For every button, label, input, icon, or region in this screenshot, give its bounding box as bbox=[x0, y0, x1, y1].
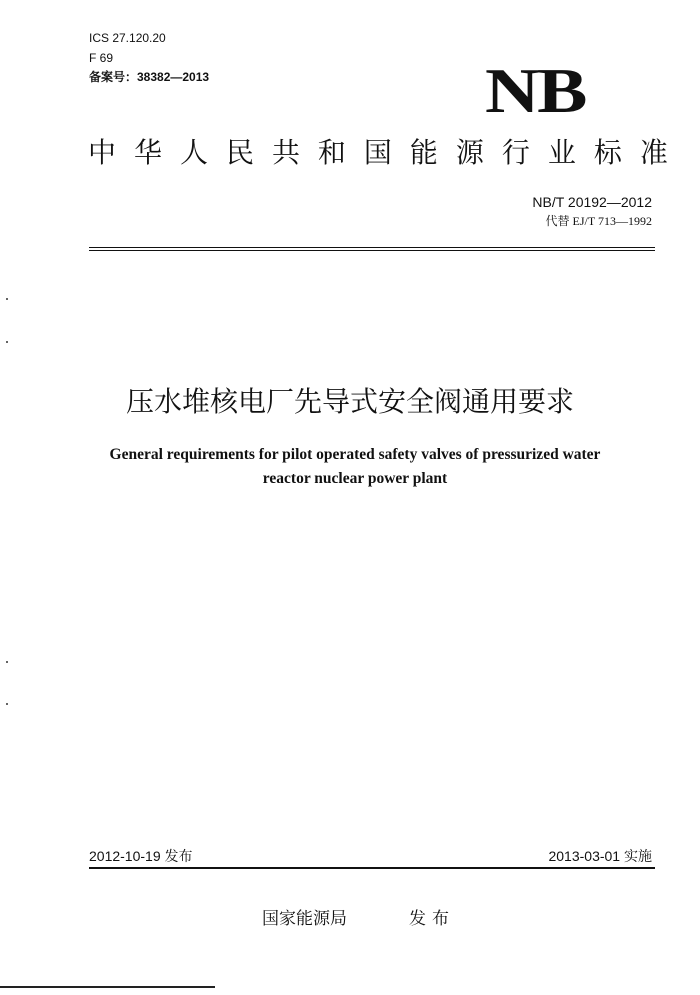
standard-number: NB/T 20192—2012 bbox=[532, 194, 652, 210]
ics-code: ICS 27.120.20 bbox=[89, 31, 166, 45]
filing-number: 备案号：38382—2013 bbox=[89, 70, 210, 84]
scan-speck bbox=[6, 341, 8, 343]
org-char: 源 bbox=[455, 136, 484, 169]
scan-speck bbox=[6, 661, 8, 663]
english-title-line-1: General requirements for pilot operated safety valves of pressurized water bbox=[109, 446, 601, 463]
document-title-english bbox=[70, 443, 640, 491]
org-char: 共 bbox=[271, 136, 300, 169]
org-char: 华 bbox=[133, 136, 162, 169]
scan-speck bbox=[6, 703, 8, 705]
publisher-name: 国家能源局 bbox=[262, 909, 347, 929]
org-char: 中 bbox=[88, 136, 117, 169]
footer-divider bbox=[89, 867, 655, 869]
scan-speck bbox=[6, 298, 8, 300]
publisher-action: 发布 bbox=[409, 909, 455, 929]
nb-logo: NB bbox=[485, 55, 586, 126]
org-char: 和 bbox=[317, 136, 346, 169]
org-char: 能 bbox=[409, 136, 438, 169]
english-title-line-2: reactor nuclear power plant bbox=[262, 470, 448, 487]
org-char: 民 bbox=[225, 136, 254, 169]
org-char: 行 bbox=[501, 136, 530, 169]
header-divider-second bbox=[89, 250, 655, 251]
org-char: 标 bbox=[593, 136, 622, 169]
replaces-standard: 代替 EJ/T 713—1992 bbox=[545, 214, 652, 228]
scan-edge-line bbox=[0, 986, 215, 988]
classification-code: F 69 bbox=[89, 51, 114, 65]
org-char: 准 bbox=[639, 136, 668, 169]
organization-title bbox=[88, 136, 668, 170]
header-divider bbox=[89, 247, 655, 248]
org-char: 人 bbox=[179, 136, 208, 169]
org-char: 业 bbox=[547, 136, 576, 169]
publication-date: 2012-10-19 发布 bbox=[89, 848, 193, 864]
org-char: 国 bbox=[363, 136, 392, 169]
document-title-chinese: 压水堆核电厂先导式安全阀通用要求 bbox=[125, 385, 574, 418]
implementation-date: 2013-03-01 实施 bbox=[548, 848, 652, 864]
